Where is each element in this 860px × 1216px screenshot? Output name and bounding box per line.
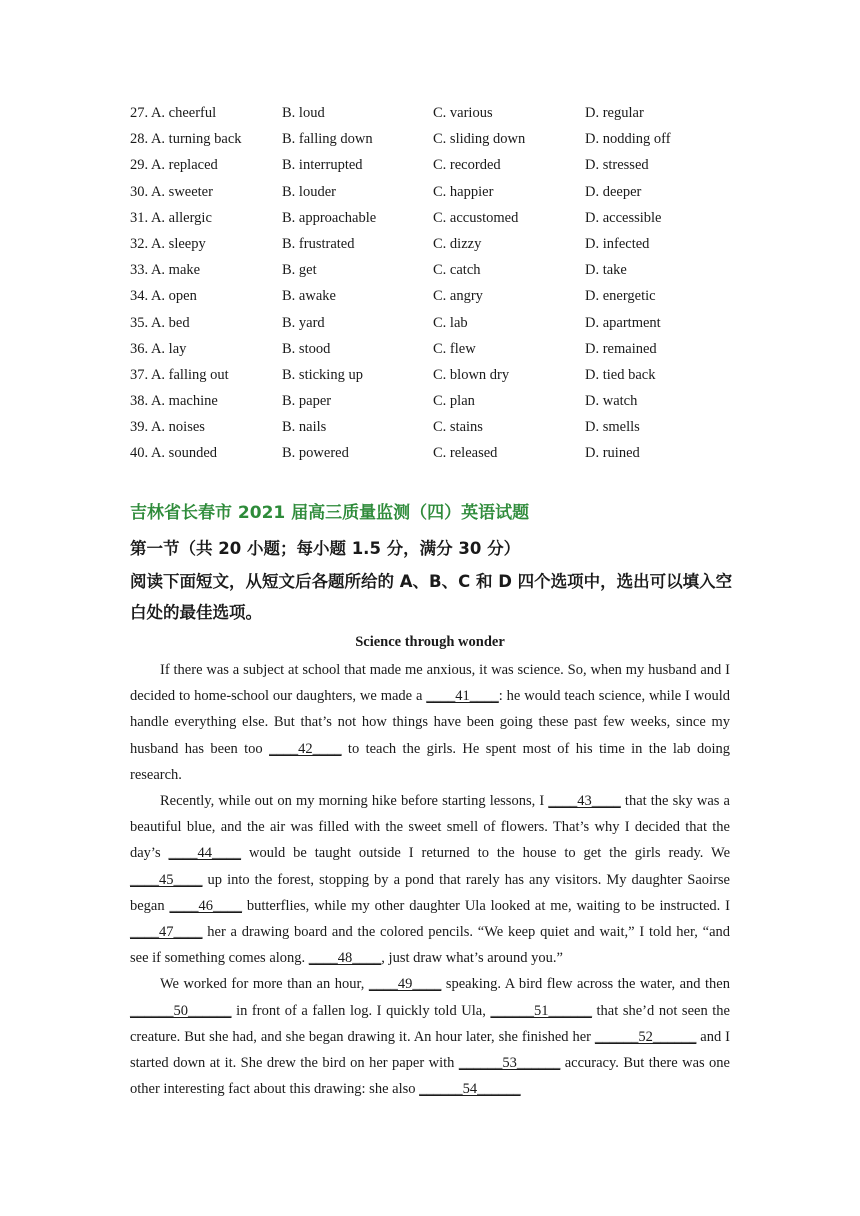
- blank-50: ______50______: [130, 1002, 232, 1019]
- text-run: and I started down at it. She drew the bird on her paper with: [130, 1028, 730, 1072]
- option-row: [130, 100, 750, 126]
- option-row: [130, 440, 750, 466]
- blank-43: ____43____: [548, 793, 621, 810]
- blank-54: ______54______: [419, 1081, 521, 1098]
- text-run: to teach the girls. He spent most of his time in the lab doing research.: [130, 740, 730, 783]
- option-d: D. remained: [585, 340, 657, 357]
- option-c: C. sliding down: [433, 131, 526, 148]
- option-row: [130, 336, 750, 362]
- option-d: D. stressed: [585, 157, 649, 174]
- option-a: 38. A. machine: [130, 393, 218, 410]
- option-row: [130, 257, 750, 283]
- option-c: C. accustomed: [433, 209, 519, 226]
- blank-52: ______52______: [594, 1028, 697, 1045]
- option-b: B. approachable: [282, 209, 377, 226]
- option-a: 30. A. sweeter: [130, 183, 213, 200]
- option-b: B. louder: [282, 183, 336, 200]
- option-a: 31. A. allergic: [130, 209, 212, 226]
- option-c: C. blown dry: [433, 366, 510, 383]
- option-b: B. yard: [282, 314, 325, 331]
- option-d: D. energetic: [585, 288, 656, 305]
- passage-title: Science through wonder: [355, 634, 505, 650]
- option-row: [130, 126, 750, 152]
- blank-47: ____47____: [130, 924, 203, 941]
- option-row: [130, 310, 750, 336]
- option-row: [130, 152, 750, 178]
- option-d: D. regular: [585, 105, 644, 121]
- passage-body: [130, 657, 730, 1102]
- paragraph: [130, 657, 730, 788]
- option-c: C. released: [433, 445, 498, 462]
- option-c: C. flew: [433, 340, 476, 357]
- option-b: B. interrupted: [282, 157, 363, 174]
- text-run: If there was a subject at school that made me anxious, it was science. So, when my husband and I decided to home-school our daughters, we made a: [130, 662, 730, 705]
- blank-48: ____48____: [308, 950, 382, 967]
- option-c: C. happier: [433, 183, 494, 200]
- text-run: would be taught outside I returned to the house to get the girls ready. We: [241, 845, 731, 862]
- blank-44: ____44____: [168, 845, 242, 862]
- option-c: C. stains: [433, 419, 483, 436]
- text-run: butterflies, while my other daughter Ula looked at me, waiting to be instructed. I: [241, 897, 730, 914]
- blank-49: ____49____: [368, 976, 442, 993]
- option-row: [130, 414, 750, 440]
- blank-53: ______53______: [458, 1055, 561, 1072]
- option-b: B. awake: [282, 288, 336, 305]
- option-d: D. nodding off: [585, 131, 671, 148]
- option-b: B. paper: [282, 393, 332, 410]
- option-a: 27. A. cheerful: [130, 105, 217, 121]
- option-b: B. nails: [282, 419, 327, 436]
- option-c: C. recorded: [433, 157, 501, 174]
- option-b: B. frustrated: [282, 235, 355, 252]
- text-run: Recently, while out on my morning hike before starting lessons, I: [160, 793, 549, 810]
- option-d: D. smells: [585, 419, 640, 436]
- option-a: 35. A. bed: [130, 314, 190, 331]
- option-c: C. plan: [433, 393, 475, 410]
- text-run: : he would teach science, while I would handle everything else. But that’s not how things have been going these past few weeks, since my husband has been too: [130, 688, 730, 757]
- blank-46: ____46____: [169, 897, 242, 914]
- option-b: B. stood: [282, 340, 331, 357]
- option-c: C. lab: [433, 314, 468, 331]
- text-run: in front of a fallen log. I quickly told Ula,: [231, 1002, 491, 1019]
- option-b: B. powered: [282, 445, 349, 462]
- text-run: up into the forest, stopping by a pond that rarely has any visitors. My daughter Saoirse began: [130, 871, 730, 914]
- option-d: D. take: [585, 262, 627, 279]
- option-d: D. apartment: [585, 314, 661, 331]
- text-run: that the sky was a beautiful blue, and the air was filled with the sweet smell of flowers. That’s why I decided that the day’s: [130, 793, 730, 862]
- option-d: D. infected: [585, 235, 650, 252]
- option-d: D. deeper: [585, 183, 642, 200]
- blank-51: ______51______: [490, 1002, 592, 1019]
- text-run: that she’d not seen the creature. But she had, and she began drawing it. An hour later, she finished her: [130, 1002, 730, 1045]
- instruction-text: 阅读下面短文，从短文后各题所给的 A、B、C 和 D 四个选项中，选出可以填入空白处的最佳选项。: [130, 572, 733, 622]
- text-run: accuracy. But there was one other interesting fact about this drawing: she also: [130, 1055, 730, 1098]
- option-row: [130, 179, 750, 205]
- option-a: 32. A. sleepy: [130, 235, 206, 252]
- text-run: speaking. A bird flew across the water, and then: [441, 976, 730, 993]
- paragraph: [130, 971, 730, 1102]
- option-c: C. catch: [433, 262, 481, 279]
- option-d: D. tied back: [585, 366, 656, 383]
- option-a: 37. A. falling out: [130, 366, 229, 383]
- option-d: D. watch: [585, 393, 638, 410]
- text-run: , just draw what’s around you.”: [381, 950, 563, 967]
- option-b: B. falling down: [282, 131, 373, 148]
- option-row: [130, 283, 750, 309]
- section-heading: 第一节（共 20 小题；每小题 1.5 分，满分 30 分）: [130, 539, 521, 558]
- option-a: 36. A. lay: [130, 340, 187, 357]
- blank-42: ____42____: [269, 740, 342, 757]
- text-run: her a drawing board and the colored pencils. “We keep quiet and wait,” I told her, “and see if something comes along.: [130, 924, 730, 967]
- option-c: C. various: [433, 105, 493, 121]
- option-a: 39. A. noises: [130, 419, 205, 436]
- option-row: [130, 231, 750, 257]
- option-b: B. sticking up: [282, 366, 363, 383]
- option-d: D. accessible: [585, 209, 662, 226]
- blank-41: ____41____: [426, 688, 499, 705]
- option-c: C. angry: [433, 288, 483, 305]
- blank-45: ____45____: [130, 871, 203, 888]
- answer-options-table: [130, 100, 750, 467]
- option-a: 34. A. open: [130, 288, 197, 305]
- option-row: [130, 362, 750, 388]
- option-a: 29. A. replaced: [130, 157, 218, 174]
- option-b: B. get: [282, 262, 317, 279]
- option-a: 33. A. make: [130, 262, 201, 279]
- option-b: B. loud: [282, 105, 325, 121]
- option-row: [130, 205, 750, 231]
- paragraph: [130, 788, 730, 971]
- text-run: We worked for more than an hour,: [160, 976, 369, 993]
- option-d: D. ruined: [585, 445, 640, 462]
- option-a: 40. A. sounded: [130, 445, 217, 462]
- option-c: C. dizzy: [433, 235, 482, 252]
- option-a: 28. A. turning back: [130, 131, 242, 148]
- exam-title: 吉林省长春市 2021 届高三质量监测（四）英语试题: [130, 503, 530, 523]
- option-row: [130, 388, 750, 414]
